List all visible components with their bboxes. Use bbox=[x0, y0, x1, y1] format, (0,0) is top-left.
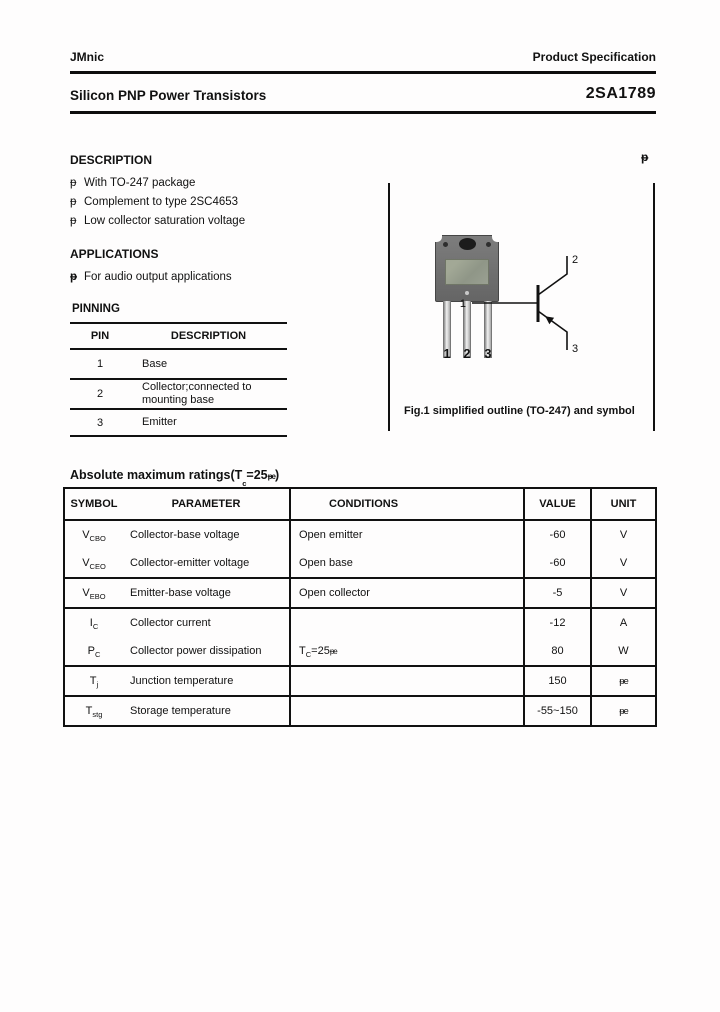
pin-number: 1 bbox=[96, 358, 104, 370]
description-item: Complement to type 2SC4653 bbox=[84, 196, 239, 208]
column-header-conditions: CONDITIONS bbox=[289, 489, 523, 519]
pinning-heading: PINNING bbox=[70, 303, 287, 324]
pin-description: Base bbox=[142, 357, 168, 370]
column-header-pin: PIN bbox=[90, 330, 110, 342]
package-pin-label: 2 bbox=[463, 347, 471, 361]
pin-description: Emitter bbox=[142, 416, 177, 428]
column-header-unit: UNIT bbox=[590, 489, 655, 519]
unit-cell: ᵽe bbox=[590, 697, 655, 725]
conditions-cell: Open collector bbox=[289, 579, 523, 607]
bullet-glyph-icon: ᵽ bbox=[70, 215, 77, 227]
mount-hole-icon bbox=[443, 242, 448, 247]
symbol-cell: I C bbox=[89, 617, 99, 631]
mount-hole-icon bbox=[486, 242, 491, 247]
unit-cell: V bbox=[590, 579, 655, 607]
brand-logo-text: JMnic bbox=[70, 50, 105, 64]
conditions-cell: Open base bbox=[289, 549, 523, 577]
unit-cell: ᵽe bbox=[590, 667, 655, 695]
parameter-cell: Collector current bbox=[130, 617, 211, 629]
header-rule bbox=[70, 71, 656, 74]
header-right-label: Product Specification bbox=[532, 50, 656, 64]
unit-cell: V bbox=[590, 549, 655, 577]
pinning-header-row bbox=[70, 324, 287, 350]
list-item bbox=[70, 193, 245, 212]
table-row bbox=[65, 549, 655, 579]
table-row bbox=[65, 667, 655, 697]
ratings-heading: Absolute maximum $ratings(T_c=25ᵽe)$ bbox=[70, 468, 280, 488]
value-cell: -5 bbox=[523, 579, 590, 607]
corner-notch bbox=[492, 235, 499, 242]
symbol-cell: T stg bbox=[85, 705, 103, 719]
symbol-cell: V EBO bbox=[82, 587, 106, 601]
bullet-glyph-icon: ᵽ bbox=[70, 271, 78, 283]
list-item bbox=[70, 268, 232, 287]
transistor-symbol bbox=[450, 248, 600, 363]
symbol-emitter-label: 3 bbox=[572, 343, 579, 355]
unit-cell: V bbox=[590, 521, 655, 549]
symbol-collector-label: 2 bbox=[572, 254, 579, 266]
applications-heading: APPLICATIONS bbox=[70, 247, 159, 261]
value-cell: -60 bbox=[523, 549, 590, 577]
column-header-value: VALUE bbox=[523, 489, 590, 519]
list-item bbox=[70, 174, 245, 193]
table-row bbox=[70, 350, 287, 380]
table-row bbox=[65, 609, 655, 637]
stray-glyph: ᵽ bbox=[641, 150, 649, 164]
table-row bbox=[65, 637, 655, 667]
emitter-arrow-icon bbox=[545, 316, 554, 324]
parameter-cell: Collector power dissipation bbox=[130, 645, 262, 657]
pinning-table bbox=[70, 303, 287, 437]
table-row bbox=[65, 697, 655, 727]
conditions-cell bbox=[289, 697, 523, 725]
value-cell: 80 bbox=[523, 637, 590, 665]
pin-description: Collector;connected to mounting base bbox=[142, 381, 252, 406]
conditions-cell bbox=[289, 609, 523, 637]
table-row bbox=[65, 521, 655, 549]
symbol-cell: V CBO bbox=[82, 529, 106, 543]
package-pin-label: 3 bbox=[484, 347, 492, 361]
ratings-header-row bbox=[65, 489, 655, 521]
pin-number: 3 bbox=[96, 416, 104, 429]
table-row bbox=[70, 380, 287, 410]
value-cell: -60 bbox=[523, 521, 590, 549]
conditions-cell: T C =25 ᵽe bbox=[289, 637, 523, 665]
figure-box bbox=[388, 183, 655, 431]
bullet-glyph-icon: ᵽ bbox=[70, 177, 77, 189]
package-pin-label: 1 bbox=[443, 347, 451, 361]
symbol-cell: V CEO bbox=[82, 557, 106, 571]
parameter-cell: Emitter-base voltage bbox=[130, 587, 231, 599]
parameter-cell: Storage temperature bbox=[130, 705, 231, 717]
description-heading: DESCRIPTION bbox=[70, 153, 153, 167]
conditions-cell: Open emitter bbox=[289, 521, 523, 549]
description-item: Low collector saturation voltage bbox=[84, 215, 246, 227]
column-header-symbol: SYMBOL bbox=[70, 498, 118, 510]
list-item bbox=[70, 212, 245, 231]
parameter-cell: Collector-base voltage bbox=[130, 529, 240, 541]
value-cell: -55~150 bbox=[523, 697, 590, 725]
description-section bbox=[70, 153, 245, 231]
title-rule bbox=[70, 111, 656, 114]
page-title: Silicon PNP Power Transistors bbox=[70, 88, 267, 103]
description-item: With TO-247 package bbox=[84, 177, 196, 189]
symbol-cell: P C bbox=[87, 645, 101, 659]
column-header-description: DESCRIPTION bbox=[170, 329, 247, 342]
table-row bbox=[65, 579, 655, 609]
parameter-cell: Collector-emitter voltage bbox=[130, 557, 250, 569]
unit-cell: A bbox=[590, 609, 655, 637]
applications-section bbox=[70, 247, 232, 287]
conditions-cell bbox=[289, 667, 523, 695]
corner-notch bbox=[435, 235, 442, 242]
table-row bbox=[70, 410, 287, 437]
applications-item: For audio output applications bbox=[84, 271, 232, 283]
symbol-cell: T j bbox=[89, 675, 99, 689]
figure-caption: Fig.1 simplified outline (TO-247) and symbol bbox=[404, 405, 635, 417]
column-header-parameter: PARAMETER bbox=[171, 498, 241, 510]
ratings-table bbox=[63, 487, 657, 727]
unit-cell: W bbox=[590, 637, 655, 665]
value-cell: -12 bbox=[523, 609, 590, 637]
bullet-glyph-icon: ᵽ bbox=[70, 196, 77, 208]
parameter-cell: Junction temperature bbox=[130, 675, 234, 687]
value-cell: 150 bbox=[523, 667, 590, 695]
pin-number: 2 bbox=[96, 388, 104, 400]
symbol-base-label: 1 bbox=[459, 298, 466, 310]
part-number: 2SA1789 bbox=[585, 85, 656, 102]
